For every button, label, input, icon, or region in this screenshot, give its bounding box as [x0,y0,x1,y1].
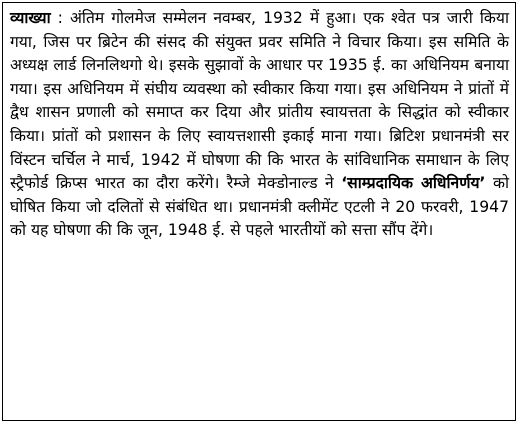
explanation-box [2,2,516,421]
paragraph-text-after-quote: को घोषित किया जो दलितों से संबंधित था। प्रधानमंत्री क्लीमेंट एटली ने 20 फरवरी, 1947 को यह घोषणा की कि जून, 1948 ई. से पहले भारतीयों को सत्ता सौंप देंगे। [10,174,509,240]
open-quote-mark: ‘ [341,174,348,193]
close-quote-mark: ’ [479,174,486,193]
explanation-paragraph [10,7,509,243]
explanation-label: व्याख्या [10,9,51,27]
quoted-term: साम्प्रदायिक अधिनिर्णय [347,174,480,193]
label-separator: : [50,9,70,27]
paragraph-text-before-quote: अंतिम गोलमेज सम्मेलन नवम्बर, 1932 में हुआ। एक श्वेत पत्र जारी किया गया, जिस पर ब्रिटेन की संसद की संयुक्त प्रवर समिति ने विचार किया। इस समिति के अध्यक्ष लार्ड लिनलिथगो थे। इसके सुझावों के आधार पर 1935 ई. का अधिनियम बनाया गया। इस अधिनियम में संघीय व्यवस्था को स्वीकार किया गया। इस अधिनियम ने प्रांतों में द्वैध शासन प्रणाली को समाप्त कर दिया और प्रांतीय स्वायत्तता के सिद्धांत को स्वीकार किया। प्रांतों को प्रशासन के लिए स्वायत्तशासी इकाई माना गया। ब्रिटिश प्रधानमंत्री सर विंस्टन चर्चिल ने मार्च, 1942 में घोषणा की कि भारत के सांविधानिक समाधान के लिए स्ट्रैफोर्ड क्रिप्स भारत का दौरा करेंगे। रैम्जे मेक्डोनाल्ड ने [10,9,509,193]
